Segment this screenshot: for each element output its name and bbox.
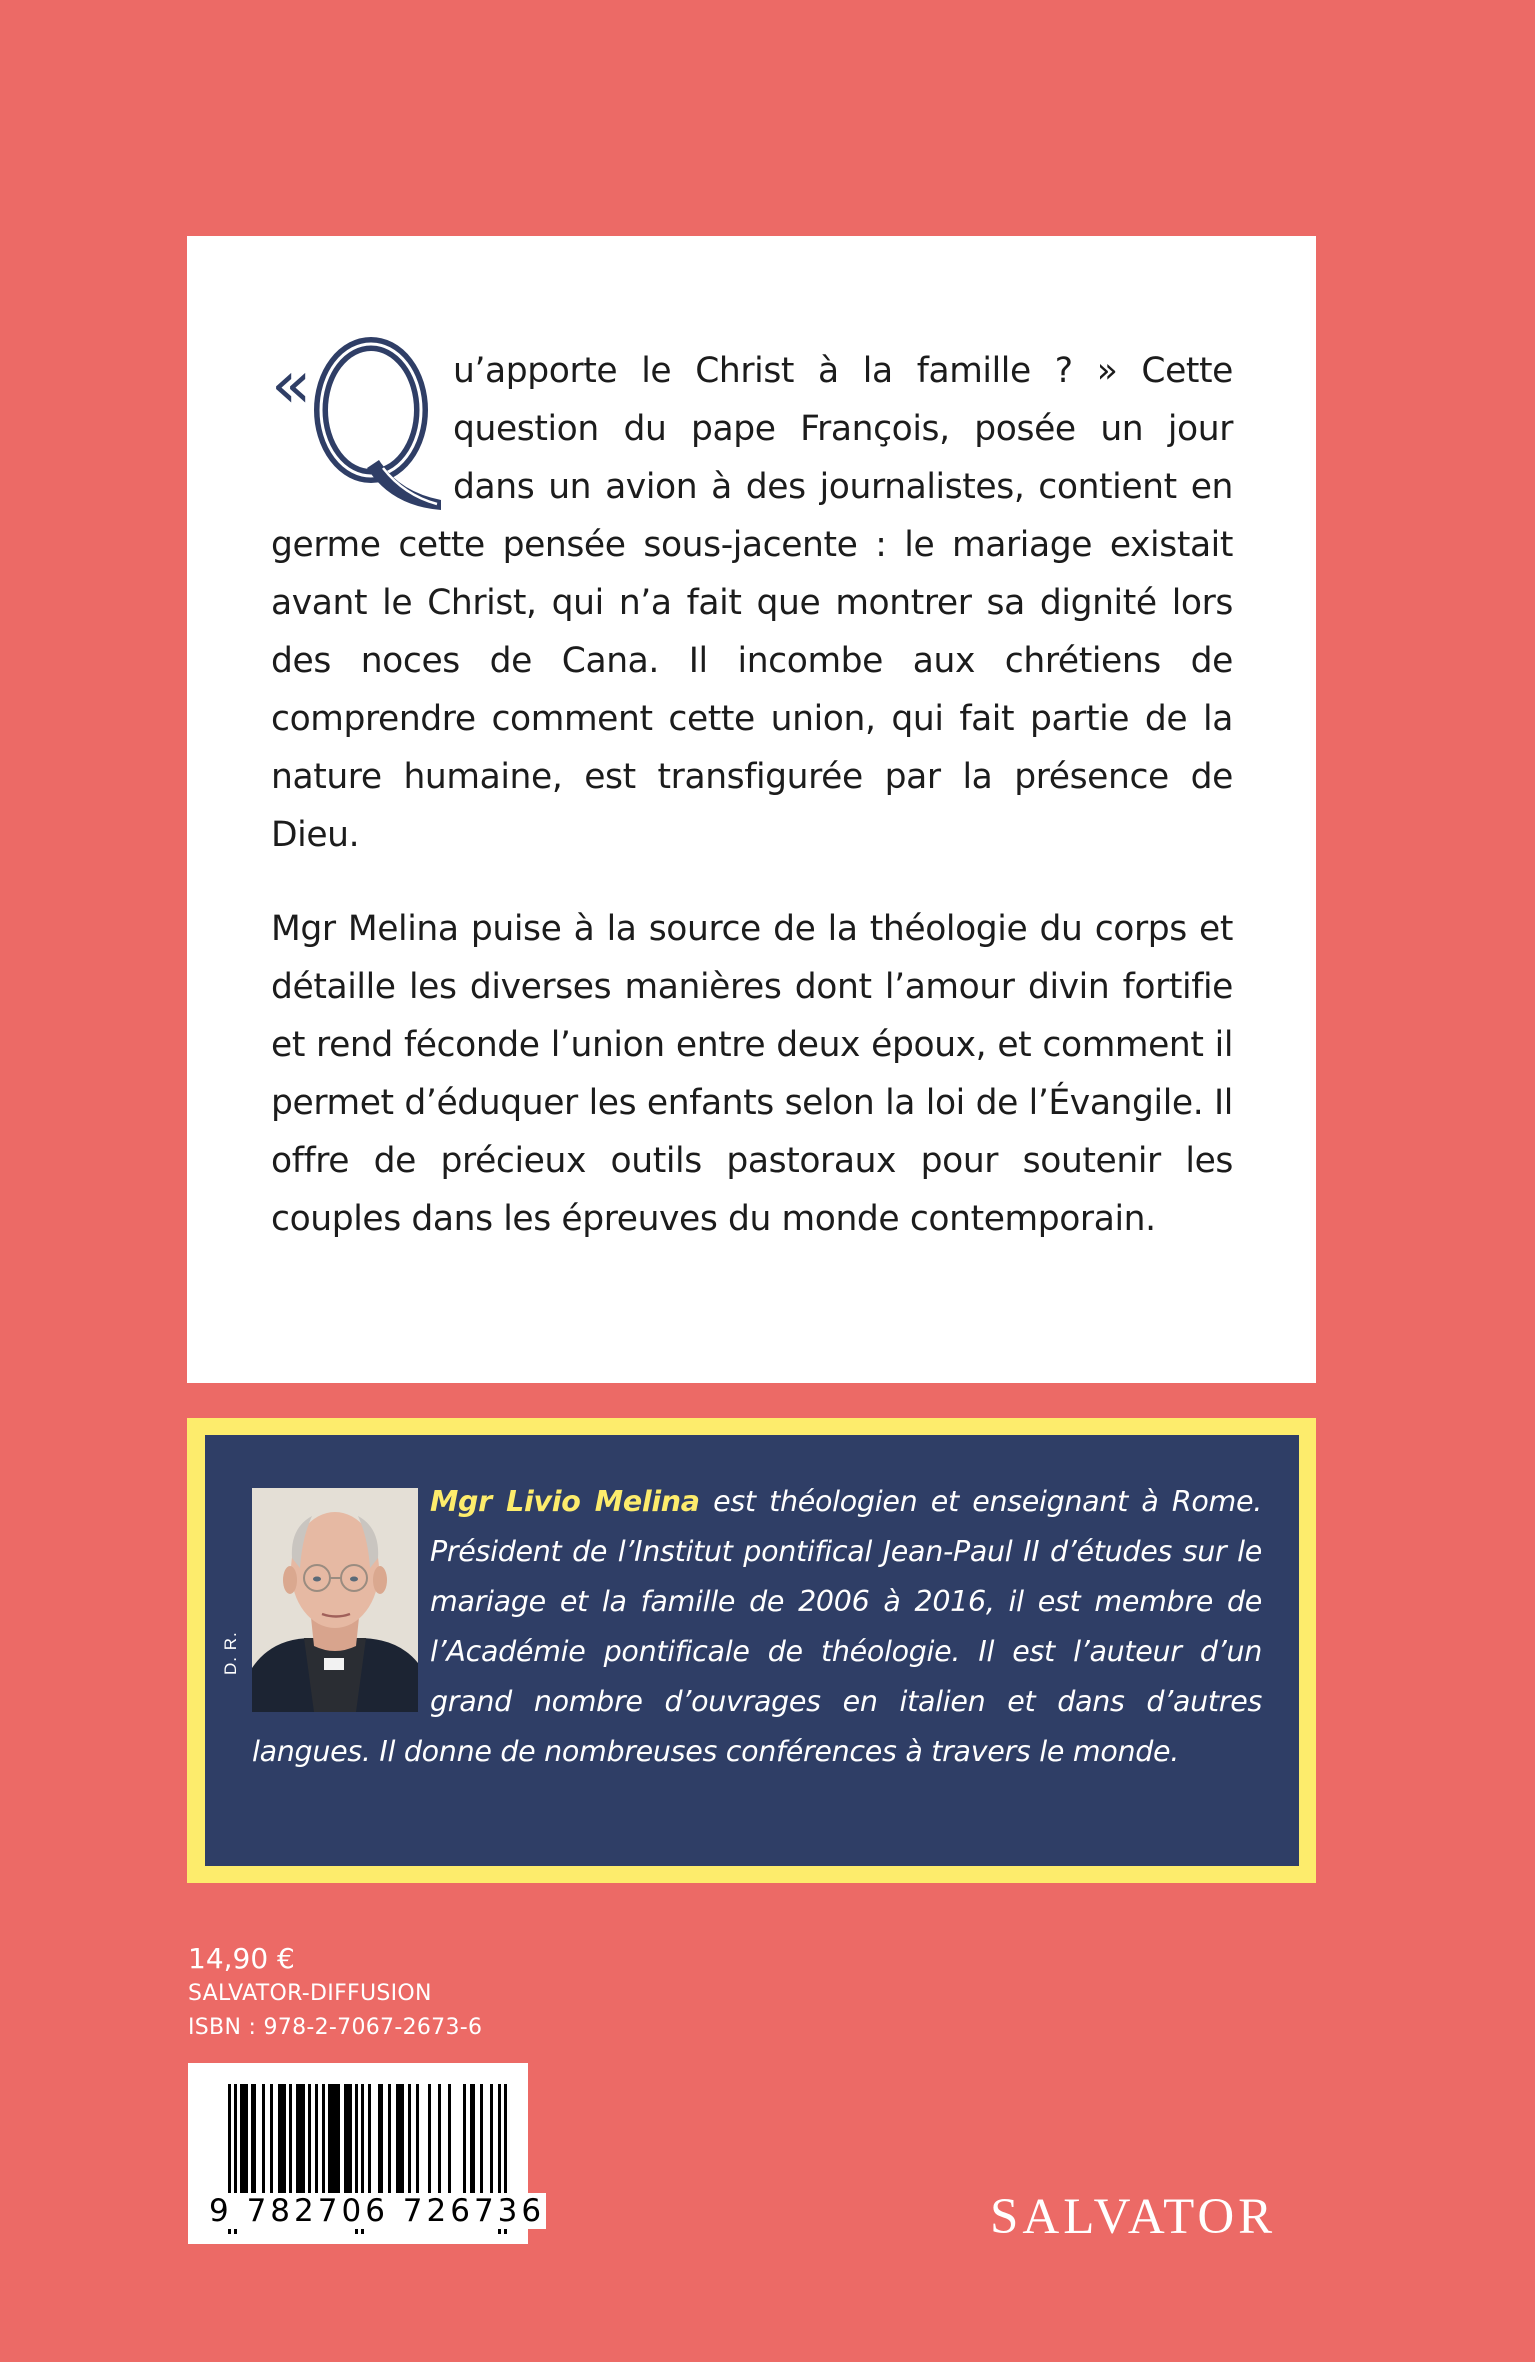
photo-credit: D. R. — [221, 1631, 240, 1675]
barcode — [188, 2063, 546, 2244]
synopsis-paragraph-1-text: u’apporte le Christ à la famille ? » Cette question du pape François, posée un jour dans un avion à des journalistes, contient en germe cette pensée sous-jacente : le mariage existait avant le Christ, qui n’a fait que montrer sa dignité lors des noces de Cana. Il incombe aux chrétiens de comprendre comment cette union, qui fait partie de la nature humaine, est transfigurée par la présence de Dieu. — [271, 351, 1233, 855]
dropcap-q-letter-icon — [309, 332, 449, 512]
synopsis-paragraph-1 — [271, 342, 1233, 864]
publisher-logo: SALVATOR — [990, 2189, 1277, 2245]
author-description: est théologien et enseignant à Rome. Président de l’Institut pontifical Jean-Paul II d’études sur le mariage et la famille de 2006 à 2016, il est membre de l’Académie pontificale de théologie. Il est l’auteur d’un grand nombre d’ouvrages en italien et dans d’autres langues. Il donne de nombreuses conférences à travers le monde. — [252, 1485, 1263, 1768]
opening-guillemet: « — [271, 346, 311, 423]
author-name: Mgr Livio Melina — [430, 1485, 700, 1518]
price: 14,90 € — [188, 1942, 295, 1975]
isbn: ISBN : 978-2-7067-2673-6 — [188, 2015, 483, 2040]
distributor: SALVATOR-DIFFUSION — [188, 1981, 432, 2006]
synopsis-box — [187, 236, 1316, 1383]
synopsis-text — [271, 342, 1233, 1248]
photo-spacer — [252, 1477, 430, 1717]
synopsis-paragraph-2: Mgr Melina puise à la source de la théologie du corps et détaille les diverses manières dont l’amour divin fortifie et rend féconde l’union entre deux époux, et comment il permet d’éduquer les enfants selon la loi de l’Évangile. Il offre de précieux outils pastoraux pour soutenir les couples dans les épreuves du monde contemporain. — [271, 909, 1233, 1239]
dropcap — [271, 346, 441, 504]
author-bio-box — [205, 1435, 1299, 1866]
author-bio-text — [252, 1477, 1262, 1777]
barcode-digits: 9 782706 726736 — [209, 2193, 546, 2229]
author-bio-frame — [187, 1418, 1316, 1883]
